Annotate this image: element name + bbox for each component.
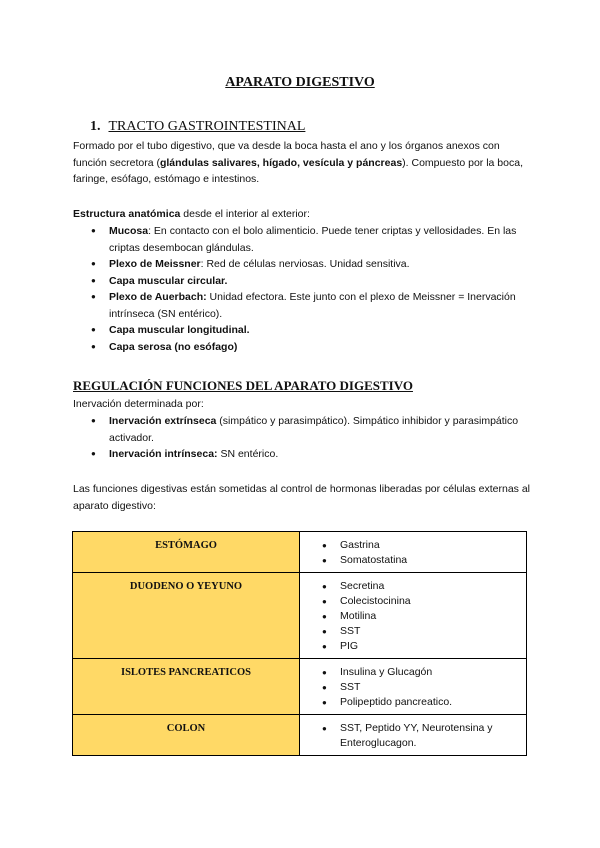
list-item: ● PIG — [300, 639, 526, 654]
innervation-list — [73, 413, 533, 463]
structure-rest: desde el interior al exterior: — [180, 208, 310, 220]
layer-name: Plexo de Meissner — [109, 258, 201, 270]
intro-paragraph — [73, 138, 533, 188]
layer-desc: : En contacto con el bolo alimenticio. Puede tener criptas y vellosidades. En las criptas desembocan glándulas. — [109, 225, 517, 254]
list-item — [73, 446, 533, 463]
hormone-intro: Las funciones digestivas están sometidas al control de hormonas liberadas por células externas al aparato digestivo: — [73, 483, 531, 512]
section-2-heading: REGULACIÓN FUNCIONES DEL APARATO DIGESTIVO — [73, 378, 413, 393]
innervation-intro: Inervación determinada por: — [73, 398, 204, 410]
list-item: ● Gastrina — [300, 538, 526, 553]
intro-text-a: Formado por el tubo digestivo, que va desde la boca hasta el ano y los órganos anexos con función secretora ( — [73, 140, 500, 169]
list-item — [73, 322, 533, 339]
list-item: ● Somatostatina — [300, 553, 526, 568]
section-1-title: TRACTO GASTROINTESTINAL — [108, 119, 306, 134]
structure-intro — [73, 206, 533, 223]
layer-name: Capa muscular circular. — [109, 274, 228, 287]
list-item — [73, 289, 533, 322]
layer-desc: : Red de células nerviosas. Unidad sensitiva. — [200, 258, 410, 270]
hormone-cell — [300, 573, 527, 659]
innervation-desc: (simpático y parasimpático). Simpático inhibidor y parasimpático activador. — [109, 415, 519, 444]
innervation-name: Inervación intrínseca: — [109, 448, 218, 460]
layer-name: Capa serosa (no esófago) — [109, 340, 238, 353]
list-item — [73, 273, 533, 290]
list-item: ● Secretina — [300, 579, 526, 594]
list-item — [73, 339, 533, 356]
table-row — [73, 715, 527, 756]
list-item: ● Colecistocinina — [300, 594, 526, 609]
section-1-heading — [90, 118, 305, 136]
list-item: ● Polipeptido pancreatico. — [300, 695, 526, 710]
organ-cell: ESTÓMAGO — [73, 532, 300, 573]
intro-text-c: ). Compuesto por la boca, faringe, esófago, estómago e intestinos. — [73, 156, 523, 185]
page-title: APARATO DIGESTIVO — [225, 75, 375, 90]
list-item — [73, 413, 533, 446]
list-item: ● SST — [300, 680, 526, 695]
layer-name: Mucosa — [109, 225, 149, 237]
layer-name: Capa muscular longitudinal. — [109, 324, 250, 336]
table-row — [73, 573, 527, 659]
list-item: ● SST, Peptido YY, Neurotensina y Enteroglucagon. — [300, 721, 526, 751]
structure-label: Estructura anatómica — [73, 208, 181, 220]
innervation-name: Inervación extrínseca — [109, 415, 217, 427]
table-row — [73, 659, 527, 715]
innervation-desc: SN entérico. — [217, 448, 279, 460]
organ-cell: ISLOTES PANCREATICOS — [73, 659, 300, 715]
table-row — [73, 532, 527, 573]
section-1-number: 1. — [90, 119, 101, 134]
hormone-cell — [300, 659, 527, 715]
layer-desc: Unidad efectora. Este junto con el plexo de Meissner = Inervación intrínseca (SN entérico). — [109, 291, 516, 320]
organ-cell: COLON — [73, 715, 300, 756]
hormones-table — [72, 531, 527, 756]
list-item: ● SST — [300, 624, 526, 639]
hormone-cell — [300, 532, 527, 573]
organ-cell: DUODENO O YEYUNO — [73, 573, 300, 659]
list-item — [73, 223, 533, 256]
hormone-cell — [300, 715, 527, 756]
list-item: ● Insulina y Glucagón — [300, 665, 526, 680]
layer-name: Plexo de Auerbach: — [109, 291, 207, 303]
list-item: ● Motilina — [300, 609, 526, 624]
list-item — [73, 256, 533, 273]
intro-text-bold: glándulas salivares, hígado, vesícula y páncreas — [159, 156, 403, 169]
layers-list — [73, 223, 533, 355]
